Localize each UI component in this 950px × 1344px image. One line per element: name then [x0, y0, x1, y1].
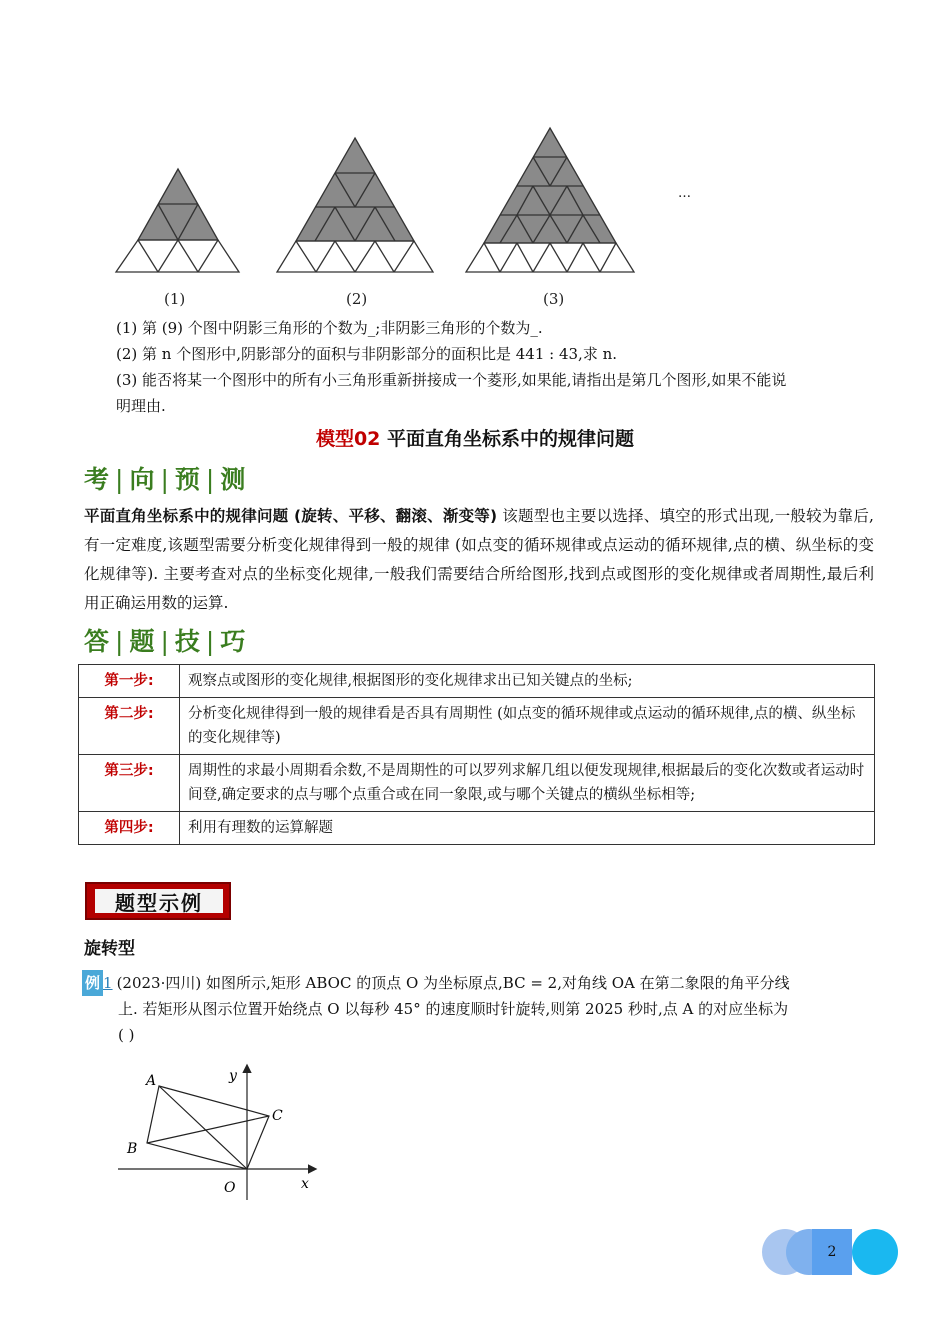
example-text-1: (2023·四川) 如图所示,矩形 ABOC 的顶点 O 为坐标原点,BC = 2,对角线 OA 在第二象限的角平分线 [116, 974, 790, 992]
banner2-char-3: 技 [174, 627, 202, 656]
model-prefix: 模型02 [315, 428, 381, 450]
rectangle-aboc [147, 1086, 269, 1169]
example-type-tile [85, 882, 231, 920]
question-3: (3) 能否将某一个图形中的所有小三角形重新拼接成一个菱形,如果能,请指出是第几个图形,如果不能说 [116, 371, 787, 389]
rectangle-rotation-diagram [110, 1060, 330, 1210]
figure-caption-3: (3) [543, 290, 565, 308]
step-text: 周期性的求最小周期看余数,不是周期性的可以罗列求解几组以便发现规律,根据最后的变化次数或者运动时间登,确定要求的点与哪个点重合或在同一象限,或与哪个关键点的横纵坐标相等; [180, 755, 875, 812]
triangle-figures [0, 110, 950, 285]
figure-caption-2: (2) [346, 290, 368, 308]
subhead-rotation: 旋转型 [84, 939, 135, 959]
figure-3 [466, 128, 634, 272]
figures-ellipsis: … [678, 186, 691, 201]
model-title-text: 平面直角坐标系中的规律问题 [380, 428, 635, 450]
step-row [79, 665, 875, 698]
step-label: 第四步: [79, 812, 180, 845]
example-type-label: 题型示例 [95, 889, 223, 913]
label-A: A [146, 1073, 157, 1089]
banner2-char-4: 巧 [220, 627, 248, 656]
banner1-char-2: 向 [129, 465, 157, 494]
example-1-line-3: ( ) [118, 1026, 135, 1044]
step-row [79, 698, 875, 755]
banner2-char-2: 题 [129, 627, 157, 656]
diagonal-bc [147, 1116, 269, 1143]
intro-rest: 该题型也主要以选择、填空的形式出现,一般较为靠后,有一定难度,该题型需要分析变化规律得到一般的规律 (如点变的循环规律或点运动的循环规律,点的横、纵坐标的变化规律等). 主要考查对点的坐标变化规律,一般我们需要结合所给图形,找到点或图形的变化规律或者周期性,最后利用正确运用数的运算. [84, 507, 874, 612]
step-text: 利用有理数的运算解题 [180, 812, 875, 845]
model-title [0, 424, 950, 451]
example-1-line-2: 上. 若矩形从图示位置开始绕点 O 以每秒 45° 的速度顺时针旋转,则第 2025 秒时,点 A 的对应坐标为 [118, 1000, 789, 1018]
banner1-char-4: 测 [220, 465, 248, 494]
question-1: (1) 第 (9) 个图中阴影三角形的个数为_;非阴影三角形的个数为_. [116, 319, 543, 337]
step-label: 第三步: [79, 755, 180, 812]
banner-exam-forecast: 考 | 向 | 预 | 测 [84, 465, 248, 494]
step-text: 观察点或图形的变化规律,根据图形的变化规律求出已知关键点的坐标; [180, 665, 875, 698]
intro-paragraph [84, 502, 874, 618]
label-O: O [224, 1180, 236, 1196]
steps-table [78, 664, 875, 845]
step-row [79, 755, 875, 812]
example-1-line-1 [82, 970, 790, 996]
page-decor-circle [852, 1229, 898, 1275]
label-y: y [229, 1068, 237, 1084]
banner1-char-3: 预 [174, 465, 202, 494]
banner-answer-tips: 答 | 题 | 技 | 巧 [84, 627, 248, 656]
example-number: 1 [103, 974, 113, 992]
intro-bold: 平面直角坐标系中的规律问题 (旋转、平移、翻滚、渐变等) [84, 507, 498, 525]
banner2-char-1: 答 [84, 627, 112, 656]
question-2: (2) 第 n 个图形中,阴影部分的面积与非阴影部分的面积比是 441 : 43,求 n. [116, 345, 618, 363]
step-label: 第二步: [79, 698, 180, 755]
figure-2 [277, 138, 433, 272]
example-badge: 例 [82, 970, 103, 996]
figure-caption-1: (1) [164, 290, 186, 308]
step-row [79, 812, 875, 845]
step-text: 分析变化规律得到一般的规律看是否具有周期性 (如点变的循环规律或点运动的循环规律,点的横、纵坐标的变化规律等) [180, 698, 875, 755]
step-label: 第一步: [79, 665, 180, 698]
question-3-cont: 明理由. [116, 397, 166, 415]
figure-1 [116, 169, 239, 272]
banner1-char-1: 考 [84, 465, 112, 494]
label-x: x [301, 1176, 309, 1192]
label-C: C [272, 1108, 283, 1124]
label-B: B [127, 1141, 138, 1157]
page-number: 2 [812, 1229, 852, 1275]
